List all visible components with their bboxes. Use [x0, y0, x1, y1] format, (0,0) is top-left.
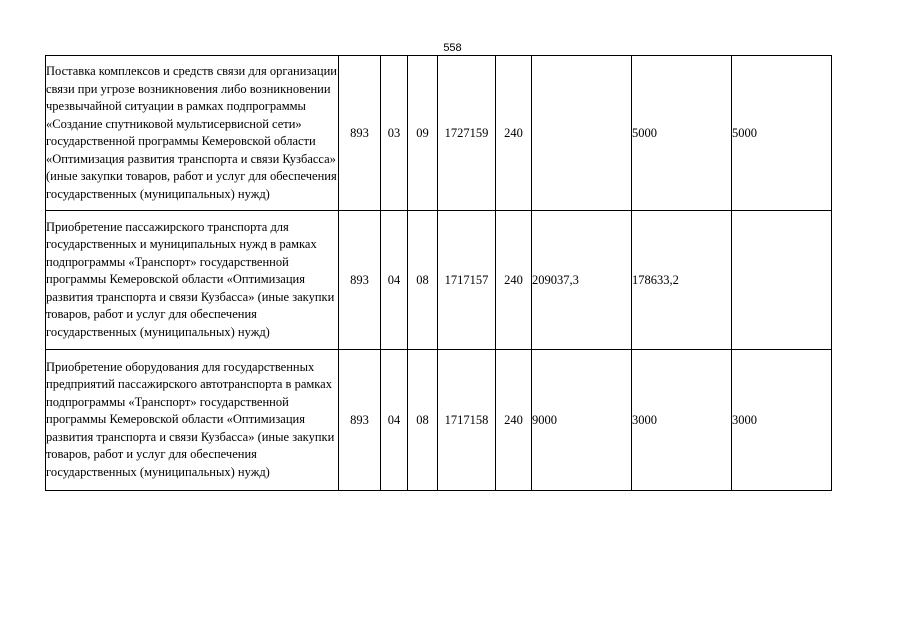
subsection-code: 09 [408, 56, 438, 211]
subsection-code: 08 [408, 211, 438, 350]
subsection-code: 08 [408, 350, 438, 491]
department-code: 893 [339, 211, 381, 350]
table-row [46, 211, 832, 350]
amount-cell-1 [532, 56, 632, 211]
budget-table [45, 55, 832, 491]
table-row [46, 350, 832, 491]
amount-cell-1: 209037,3 [532, 211, 632, 350]
table-row [46, 56, 832, 211]
expense-type-code: 240 [496, 211, 532, 350]
target-article-code: 1727159 [438, 56, 496, 211]
department-code: 893 [339, 350, 381, 491]
amount-cell-3 [732, 211, 832, 350]
target-article-code: 1717158 [438, 350, 496, 491]
amount-cell-1: 9000 [532, 350, 632, 491]
expense-type-code: 240 [496, 350, 532, 491]
section-code: 03 [381, 56, 408, 211]
row-description: Приобретение оборудования для государственных предприятий пассажирского автотранспорта в рамках подпрограммы «Транспорт» государственной программы Кемеровской области «Оптимизация развития транспорта и связи Кузбасса» (иные закупки товаров, работ и услуг для обеспечения государственных (муниципальных) нужд) [46, 350, 339, 491]
row-description: Поставка комплексов и средств связи для организации связи при угрозе возникновения либо возникновении чрезвычайной ситуации в рамках подпрограммы «Создание спутниковой мультисервисной сети» государственной программы Кемеровской области «Оптимизация развития транспорта и связи Кузбасса» (иные закупки товаров, работ и услуг для обеспечения государственных (муниципальных) нужд) [46, 56, 339, 211]
section-code: 04 [381, 211, 408, 350]
section-code: 04 [381, 350, 408, 491]
department-code: 893 [339, 56, 381, 211]
amount-cell-2: 178633,2 [632, 211, 732, 350]
target-article-code: 1717157 [438, 211, 496, 350]
row-description: Приобретение пассажирского транспорта для государственных и муниципальных нужд в рамках подпрограммы «Транспорт» государственной программы Кемеровской области «Оптимизация развития транспорта и связи Кузбасса» (иные закупки товаров, работ и услуг для обеспечения государственных (муниципальных) нужд) [46, 211, 339, 350]
expense-type-code: 240 [496, 56, 532, 211]
amount-cell-3: 5000 [732, 56, 832, 211]
amount-cell-2: 5000 [632, 56, 732, 211]
amount-cell-3: 3000 [732, 350, 832, 491]
page-number: 558 [443, 42, 462, 54]
amount-cell-2: 3000 [632, 350, 732, 491]
